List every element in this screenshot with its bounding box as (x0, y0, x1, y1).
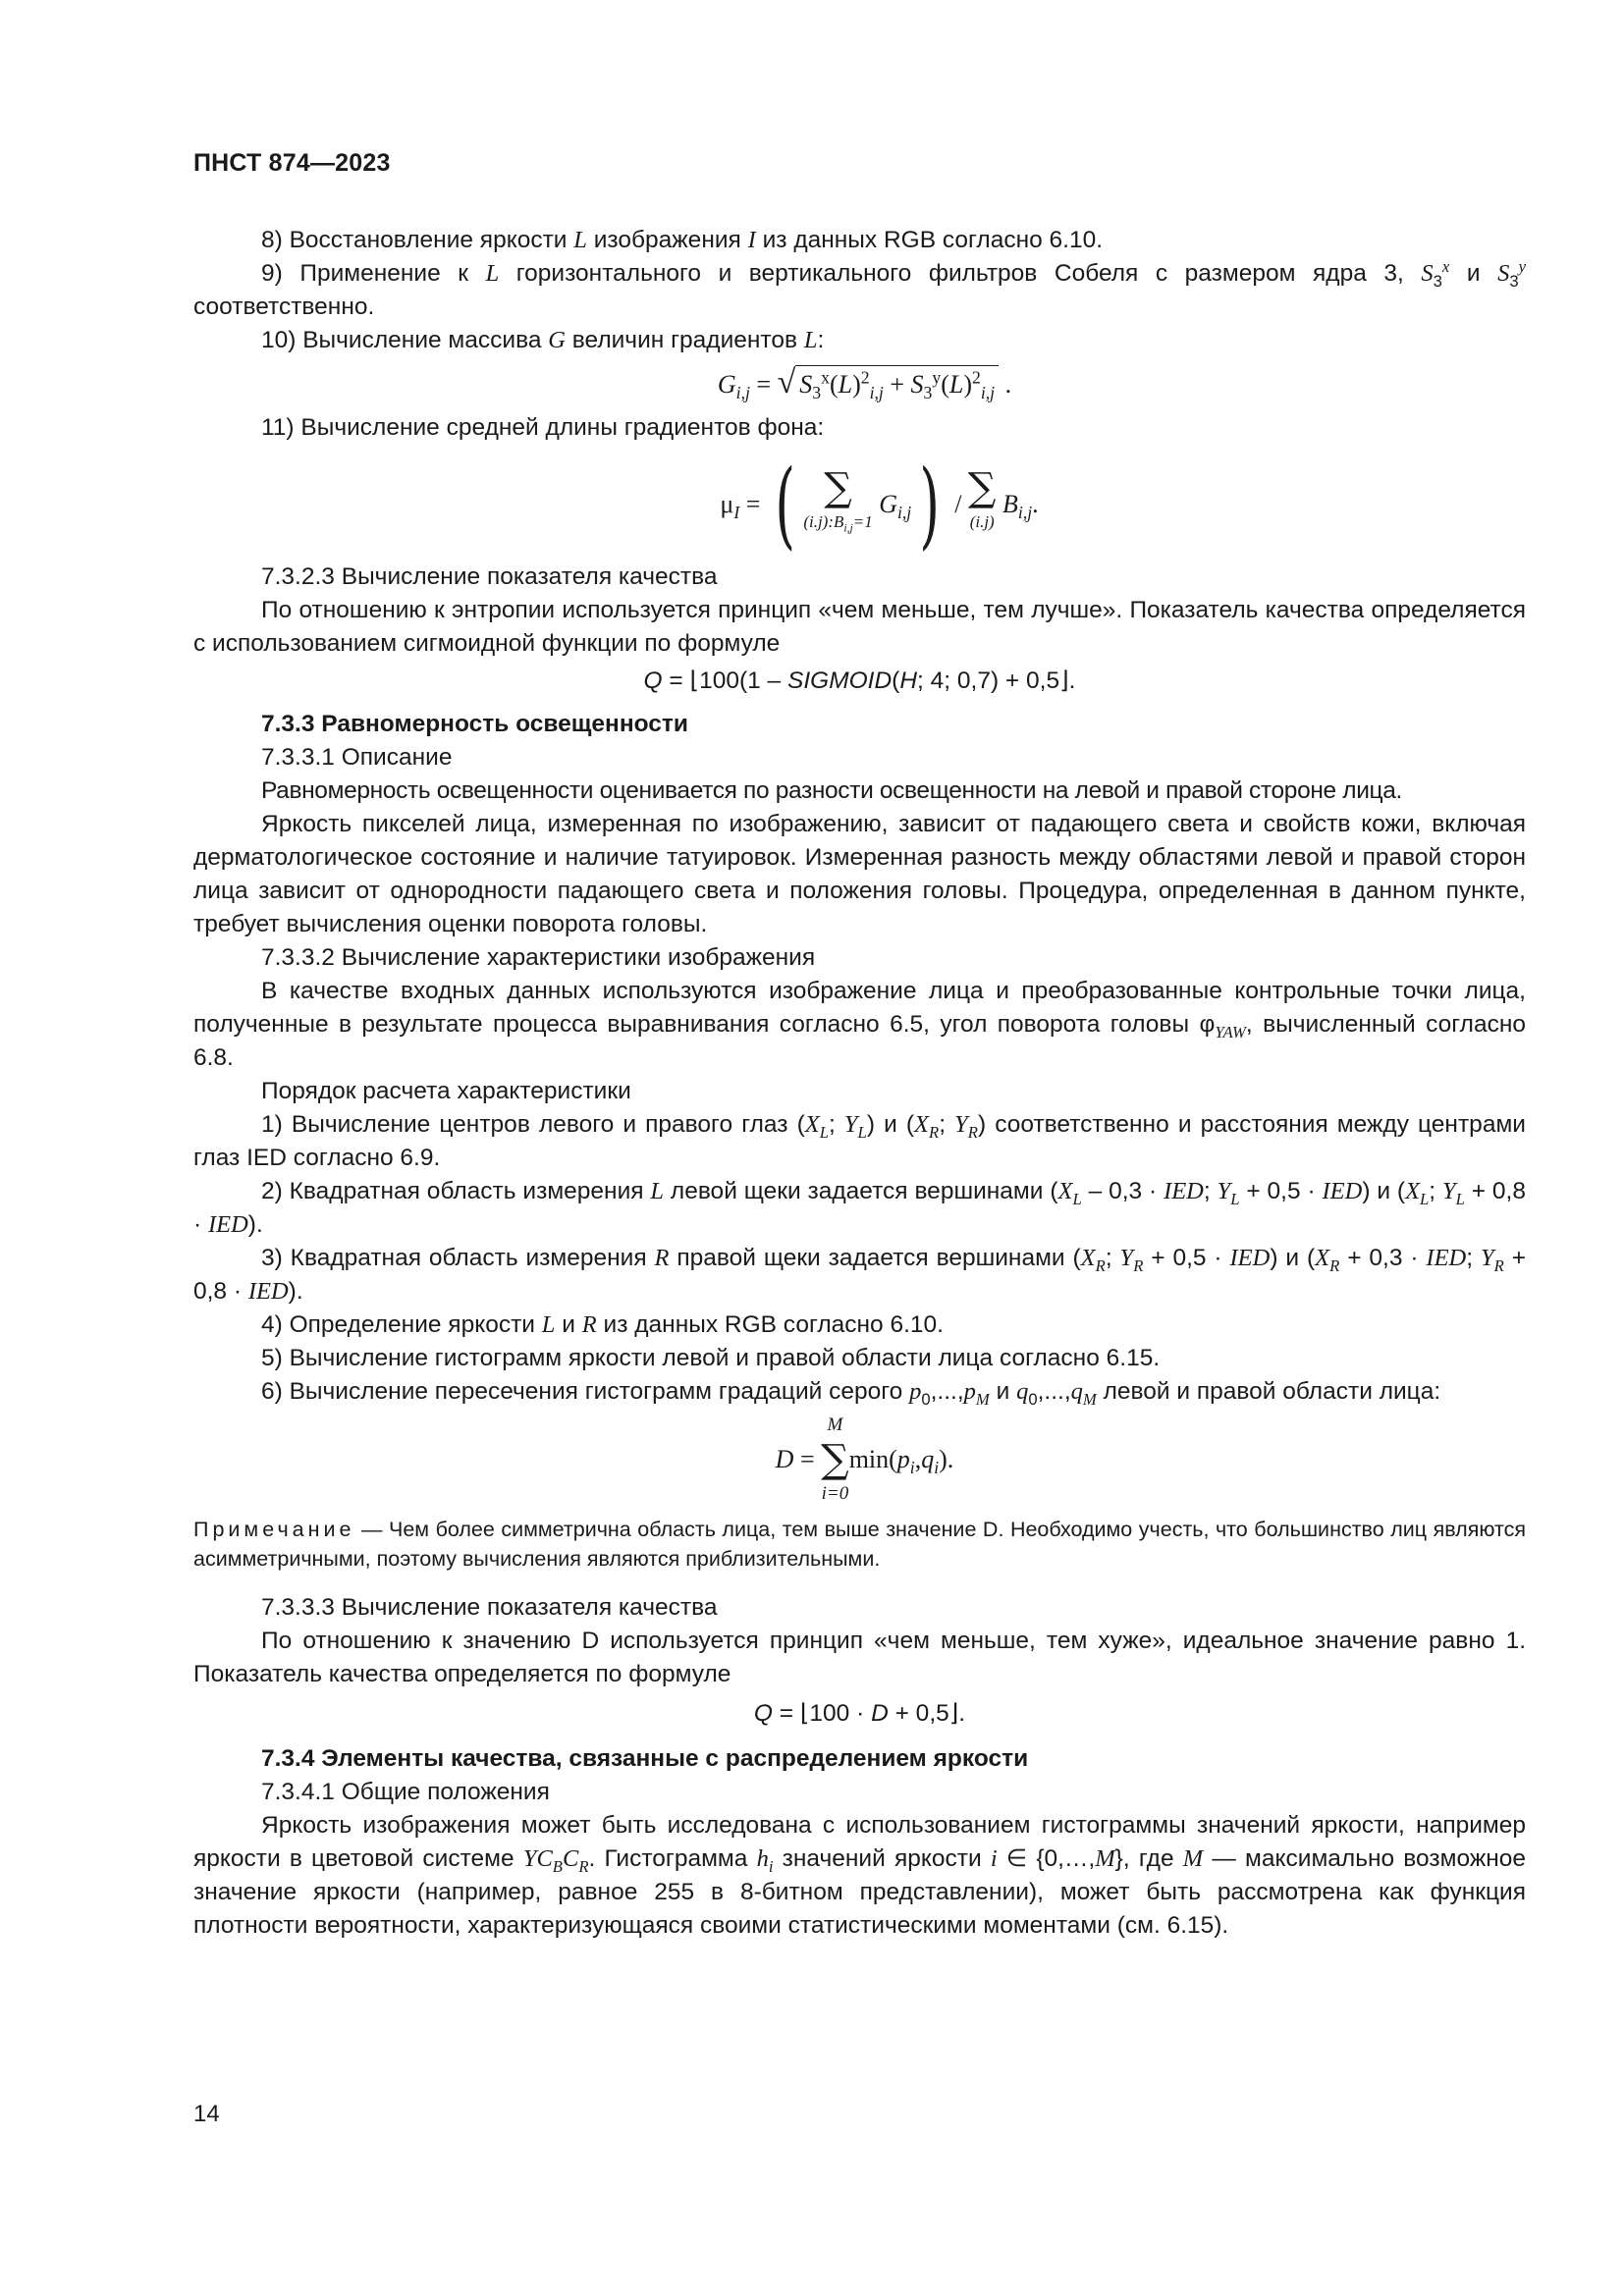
heading-7-3-4-1: 7.3.4.1 Общие положения (261, 1779, 550, 1805)
heading-7-3-2-3: 7.3.2.3 Вычисление показателя качества (261, 563, 718, 590)
section-7-3-3-title: 7.3.3 Равномерность освещенности (261, 711, 688, 737)
step-10: 10) Вычисление массива G величин градиентов L: (261, 327, 825, 353)
document-header-id: ПНСТ 874—2023 (193, 149, 391, 177)
text-7-3-3-1-a: Равномерность освещенности оценивается по разности освещенности на левой и правой стороне лица. (261, 777, 1402, 804)
item-4: 4) Определение яркости L и R из данных RGB согласно 6.10. (261, 1311, 944, 1338)
heading-7-3-3-3: 7.3.3.3 Вычисление показателя качества (261, 1594, 718, 1621)
formula-entropy-quality: Q = ⌊100(1 – SIGMOID(H; 4; 0,7) + 0,5⌋. (643, 667, 1076, 694)
item-3: 3) Квадратная область измерения R правой щеки задается вершинами ($X_R$; $Y_R + 0,5 \cdot IED$) и ($X_R + 0,3$ · IED; $Y_R + 0,8 \cdot IED$). (193, 1245, 1527, 1305)
heading-7-3-3-2: 7.3.3.2 Вычисление характеристики изображения (261, 944, 816, 971)
step-9: 9) Применение к L горизонтального и вертикального фильтров Собеля с размером ядра 3, $S_3^x$ и $S_3^y$ (261, 256, 1526, 291)
step-11: 11) Вычисление средней длины градиентов фона: (261, 414, 825, 441)
text-7-3-3-3: По отношению к значению D используется принцип «чем меньше, тем хуже», идеальное значение равно 1. Показатель качества определяется по формуле (193, 1628, 1526, 1687)
formula-histogram-intersection: D = M ∑ i=0 $\min(p_i,q_i)$. (775, 1415, 954, 1504)
text-7-3-4-1: Яркость изображения может быть исследована с использованием гистограммы значений яркости, например яркости в цветовой системе $YC_BC_R$. Гистограмма $h_i$ значений яркости i ∈ {0,…,M}, где M — максимально возможное значение яркости (например, равное 255 в 8-битном представлении), может быть рассмотрена как функция плотности вероятности, характеризующаяся своими статистическими моментами (см. 6.15). (193, 1812, 1526, 1939)
heading-7-3-3-1: 7.3.3.1 Описание (261, 744, 453, 771)
section-7-3-4-title: 7.3.4 Элементы качества, связанные с распределением яркости (261, 1745, 1029, 1772)
note-symmetry (193, 1515, 1526, 1574)
item-5: 5) Вычисление гистограмм яркости левой и правой области лица согласно 6.15. (261, 1345, 1161, 1371)
page-number: 14 (193, 2101, 220, 2127)
formula-gradient-magnitude: $G_{i,j}$ = √ $S_3^x(L)^2_{i,j} + S_3^y(L)^2_{i,j}$ . (717, 364, 1012, 403)
item-2: 2) Квадратная область измерения L левой щеки задается вершинами ($X_L - 0,3$ · IED; $Y_L + 0,5 \cdot IED$) и ($X_L$; $Y_L + 0,8 \cdot IED$). (193, 1178, 1526, 1238)
text-7-3-3-2-inputs: В качестве входных данных используются изображение лица и преобразованные контрольные точки лица, полученные в результате процесса выравнивания согласно 6.5, угол поворота головы $\varphi_{YAW}$, вычисленный согласно 6.8. (193, 978, 1526, 1071)
note-label: Примечание (193, 1518, 355, 1541)
note-text: — Чем более симметрична область лица, тем выше значение D. Необходимо учесть, что большинство лиц являются асимметричными, поэтому вычисления являются приблизительными. (193, 1518, 1526, 1571)
text-7-3-3-1-b: Яркость пикселей лица, измеренная по изображению, зависит от падающего света и свойств кожи, включая дерматологическое состояние и наличие татуировок. Измеренная разность между областями левой и правой сторон лица зависит от однородности падающего света и положения головы. Процедура, определенная в данном пункте, требует вычисления оценки поворота головы. (193, 811, 1526, 937)
step-9-cont: соответственно. (193, 294, 375, 320)
item-6: 6) Вычисление пересечения гистограмм градаций серого $p_0,...,p_M$ и $q_0,...,q_M$ левой и правой области лица: (261, 1378, 1441, 1409)
text-7-3-2-3: По отношению к энтропии используется принцип «чем меньше, тем лучше». Показатель качества определяется с использованием сигмоидной функции по формуле (193, 597, 1526, 657)
formula-uniformity-quality: Q = ⌊100 · D + 0,5⌋. (753, 1700, 966, 1727)
formula-mean-gradient: $\mu_I$ = ( ∑ $(i.j):B_{i,j}=1$ $G_{i,j}$ ) / ∑ (i.j) $B_{i,j}$. (720, 450, 1039, 560)
page-body (193, 224, 1526, 1943)
step-8: 8) Восстановление яркости L изображения I из данных RGB согласно 6.10. (261, 227, 1104, 253)
item-1: 1) Вычисление центров левого и правого глаз ($X_L$; $Y_L$) и ($X_R$; $Y_R$) соответственно и расстояния между центрами глаз IED согласно 6.9. (193, 1111, 1526, 1171)
text-7-3-3-2-order: Порядок расчета характеристики (261, 1078, 631, 1104)
